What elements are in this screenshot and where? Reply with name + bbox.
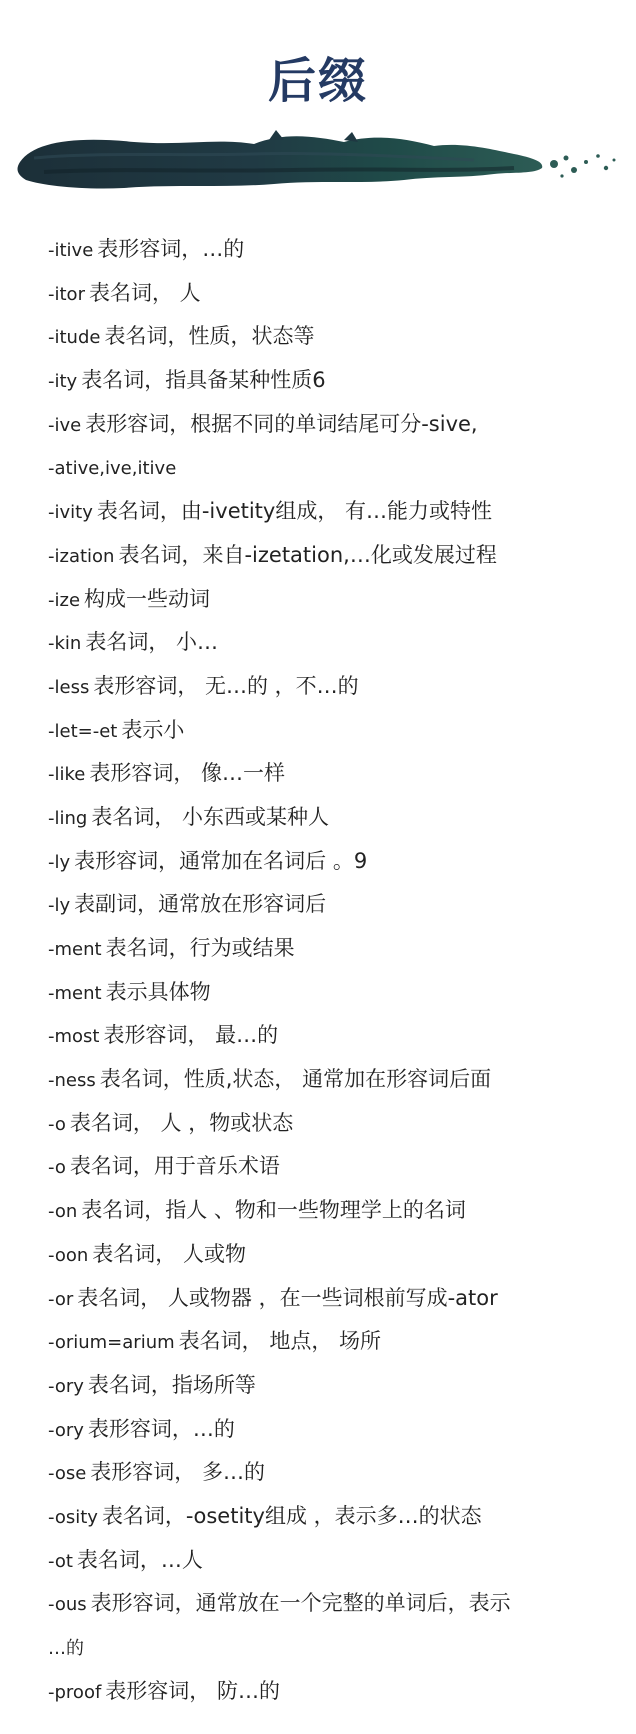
suffix-list [48, 228, 628, 1713]
list-item: -ive 表形容词，根据不同的单词结尾可分-sive, [48, 411, 478, 436]
list-item: -ment 表示具体物 [48, 979, 211, 1004]
list-item: -o 表名词，用于音乐术语 [48, 1154, 280, 1179]
list-item: -osity 表名词，-osetity组成 ，表示多…的状态 [48, 1503, 482, 1528]
list-item: -ative,ive,itive [48, 458, 177, 480]
list-item: -on 表名词，指人 、物和一些物理学上的名词 [48, 1198, 466, 1223]
list-item: -o 表名词， 人 ，物或状态 [48, 1110, 294, 1135]
list-item: -proof 表形容词， 防…的 [48, 1678, 280, 1703]
list-item: -ment 表名词，行为或结果 [48, 936, 295, 960]
list-item: -ose 表形容词， 多…的 [48, 1460, 265, 1485]
list-item: -let=-et 表示小 [48, 717, 185, 742]
list-item: -ly 表形容词，通常加在名词后 。9 [48, 848, 368, 873]
list-item: -most 表形容词， 最…的 [48, 1023, 279, 1048]
list-item: -itive 表形容词，…的 [48, 237, 245, 261]
list-item: -or 表名词， 人或物器 ，在一些词根前写成-ator [48, 1285, 498, 1310]
list-item: -less 表形容词， 无…的 ，不…的 [48, 673, 359, 698]
list-item: -like 表形容词， 像…一样 [48, 761, 286, 786]
list-item: -ory 表形容词，…的 [48, 1416, 235, 1441]
list-item: -ly 表副词，通常放在形容词后 [48, 892, 327, 917]
list-item: -ous 表形容词，通常放在一个完整的单词后，表示 [48, 1591, 511, 1616]
page-title: 后缀 [267, 53, 368, 109]
list-item: -ot 表名词，…人 [48, 1547, 203, 1572]
list-item: -itor 表名词， 人 [48, 280, 201, 305]
list-item: -itude 表名词，性质，状态等 [48, 324, 315, 349]
list-item: …的 [48, 1638, 84, 1659]
list-item: -kin 表名词， 小… [48, 630, 219, 655]
list-item: -ity 表名词，指具备某种性质6 [48, 368, 326, 393]
list-item: -orium=arium 表名词， 地点， 场所 [48, 1329, 382, 1354]
ink-brush-stroke [14, 128, 624, 208]
list-item: -ness 表名词，性质,状态， 通常加在形容词后面 [48, 1067, 492, 1092]
list-item: -ize 构成一些动词 [48, 586, 211, 611]
list-item: -ory 表名词，指场所等 [48, 1372, 256, 1397]
list-item: -ization 表名词，来自-izetation,…化或发展过程 [48, 542, 497, 567]
list-item: -oon 表名词， 人或物 [48, 1241, 246, 1266]
list-item: -ivity 表名词，由-ivetity组成， 有…能力或特性 [48, 499, 493, 524]
list-item: -ling 表名词， 小东西或某种人 [48, 804, 330, 829]
